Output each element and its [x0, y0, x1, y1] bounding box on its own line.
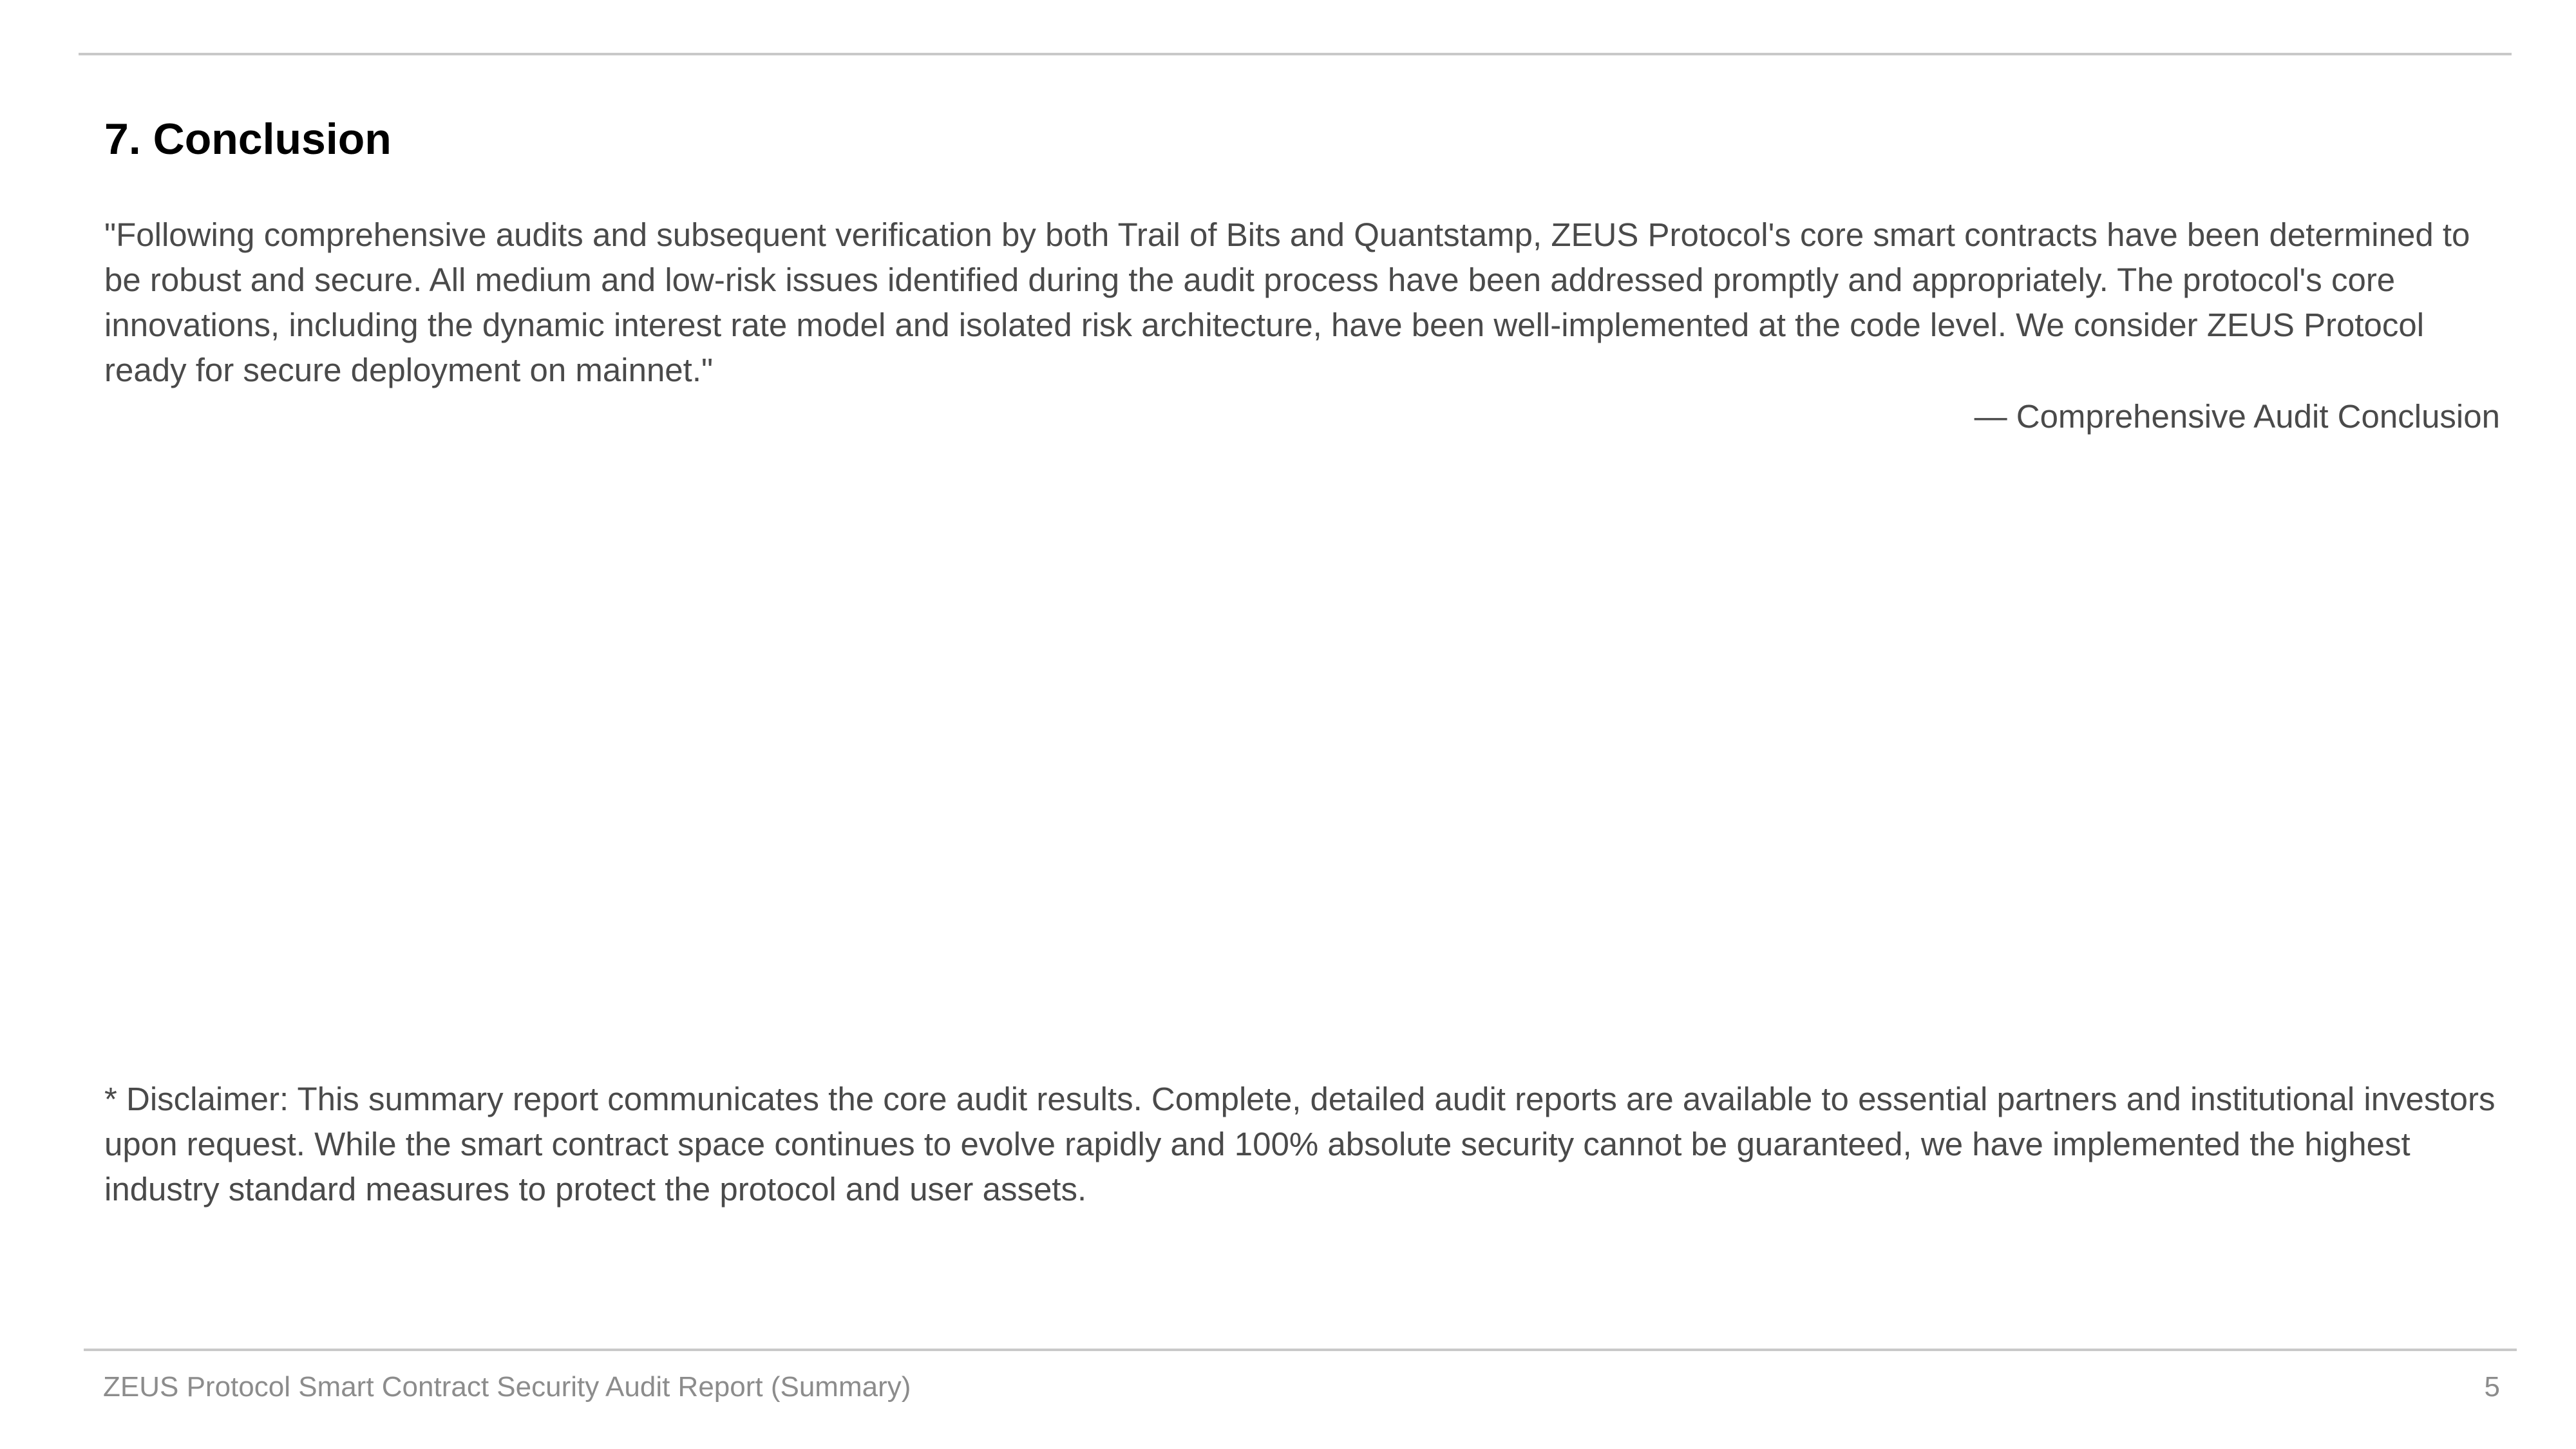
disclaimer-text: * Disclaimer: This summary report communicates the core audit results. Complete, detailed audit reports are available to essential partners and institutional investors upon request. While the smart contract space continues to evolve rapidly and 100% absolute security cannot be guaranteed, we have implemented the highest industry standard measures to protect the protocol and user assets.	[104, 1081, 2496, 1208]
footer-document-title: ZEUS Protocol Smart Contract Security Audit Report (Summary)	[103, 1371, 911, 1403]
quote-attribution: — Comprehensive Audit Conclusion	[1974, 398, 2500, 435]
footer-divider	[84, 1349, 2517, 1351]
page-number: 5	[2484, 1371, 2500, 1403]
header-divider	[79, 53, 2512, 55]
section-title: 7. Conclusion	[104, 115, 392, 164]
audit-conclusion-quote: "Following comprehensive audits and subsequent verification by both Trail of Bits and Quantstamp, ZEUS Protocol's core smart contracts have been determined to be robust and secure. All medium and low-risk issues identified during the audit process have been addressed promptly and appropriately. The protocol's core innovations, including the dynamic interest rate model and isolated risk architecture, have been well-implemented at the code level. We consider ZEUS Protocol ready for secure deployment on mainnet."	[104, 216, 2470, 388]
